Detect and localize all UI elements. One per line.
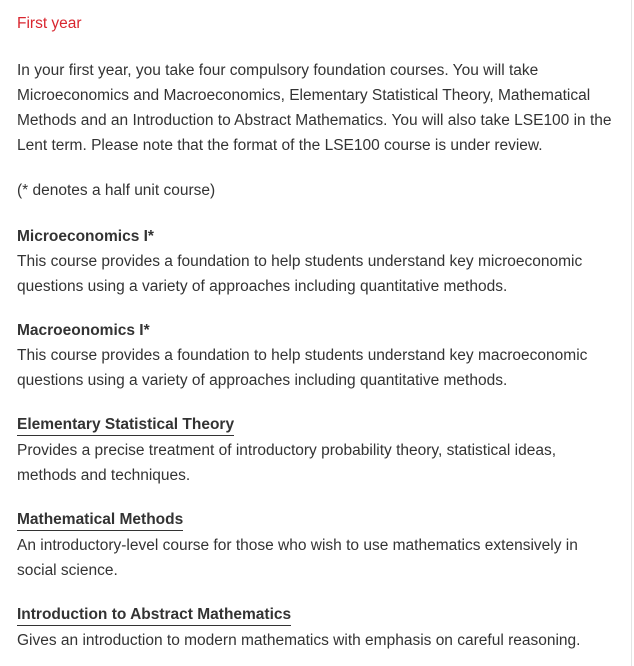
course-description: This course provides a foundation to help students understand key macroeconomic questions using a variety of approaches including quantitative methods. (17, 347, 588, 389)
course-intro-abstract-mathematics (17, 604, 617, 653)
intro-paragraph: In your first year, you take four compulsory foundation courses. You will take Microeconomics and Macroeconomics, Elementary Statistical Theory, Mathematical Methods and an Introduction to Abstract Mathematics. You will also take LSE100 in the Lent term. Please note that the format of the LSE100 course is under review. (17, 62, 612, 154)
course-title-link[interactable]: Introduction to Abstract Mathematics (17, 604, 291, 626)
course-microeconomics (17, 224, 617, 299)
course-title-link[interactable]: Mathematical Methods (17, 509, 183, 531)
course-title: Macroeonomics I* (17, 322, 150, 339)
course-description: Provides a precise treatment of introductory probability theory, statistical ideas, methods and techniques. (17, 442, 557, 484)
course-mathematical-methods (17, 509, 617, 583)
course-macroeconomics (17, 318, 617, 393)
course-title-link[interactable]: Elementary Statistical Theory (17, 414, 234, 436)
course-elementary-statistical-theory (17, 414, 617, 488)
course-title: Microeconomics I* (17, 228, 154, 245)
course-description: This course provides a foundation to help students understand key microeconomic questions using a variety of approaches including quantitative methods. (17, 253, 583, 295)
section-title: First year (17, 15, 82, 32)
course-description: An introductory-level course for those who wish to use mathematics extensively in social science. (17, 537, 578, 579)
half-unit-note: (* denotes a half unit course) (17, 182, 216, 199)
course-description: Gives an introduction to modern mathematics with emphasis on careful reasoning. (17, 632, 581, 649)
